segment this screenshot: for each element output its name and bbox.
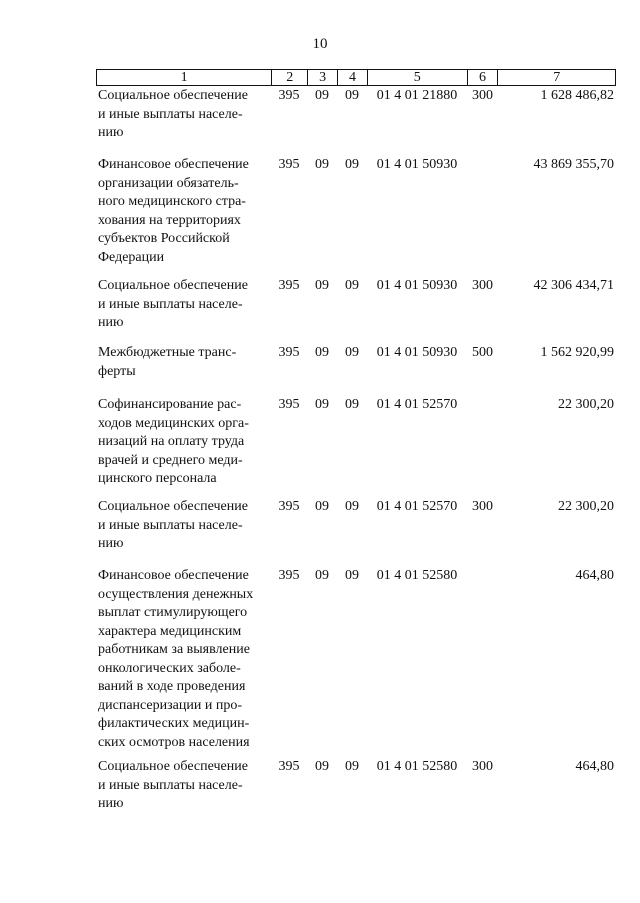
table-row <box>96 396 616 489</box>
table-row <box>96 277 616 333</box>
row-code-subsection: 09 <box>345 278 359 293</box>
row-code-target: 01 4 01 50930 <box>376 157 458 172</box>
row-code-subsection: 09 <box>345 345 359 360</box>
row-code-subsection: 09 <box>345 499 359 514</box>
row-name: Социальное обеспечение и иные выплаты населе- нию <box>98 759 248 811</box>
row-code-section: 09 <box>315 278 329 293</box>
row-code-expense-type <box>467 156 498 267</box>
header-cell-7: 7 <box>497 70 615 85</box>
row-code-section: 09 <box>315 88 329 103</box>
row-name: Софинансирование рас- ходов медицинских орга- низаций на оплату труда врачей и среднего меди- цинского персонала <box>98 397 249 486</box>
row-code-expense-type: 500 <box>472 345 493 360</box>
row-code-subsection: 09 <box>345 759 359 774</box>
row-name: Социальное обеспечение и иные выплаты населе- нию <box>98 499 248 551</box>
row-name: Финансовое обеспечение осуществления денежных выплат стимулирующего характера медицинским работникам за выявление онкологических заболе- ваний в ходе проведения диспансеризации и про- филактических медицин- ских осмотров населения <box>98 568 254 750</box>
row-code-ministry: 395 <box>278 397 300 412</box>
row-code-subsection: 09 <box>345 397 359 412</box>
row-code-section: 09 <box>315 397 329 412</box>
row-code-target: 01 4 01 52570 <box>376 397 458 412</box>
row-code-target: 01 4 01 50930 <box>376 278 458 293</box>
row-code-subsection: 09 <box>345 568 359 583</box>
row-name: Социальное обеспечение и иные выплаты населе- нию <box>98 88 248 140</box>
budget-table <box>96 69 616 811</box>
row-code-ministry: 395 <box>278 499 300 514</box>
row-name: Финансовое обеспечение организации обязатель- ного медицинского стра- хования на территориях субъектов Российской Федерации <box>98 157 249 265</box>
row-amount: 1 628 486,82 <box>540 88 614 103</box>
header-cell-1: 1 <box>180 70 188 85</box>
row-code-ministry: 395 <box>278 759 300 774</box>
row-code-ministry: 395 <box>278 157 300 172</box>
row-name: Межбюджетные транс- ферты <box>98 345 237 379</box>
header-cell-2: 2 <box>271 70 307 85</box>
row-amount: 464,80 <box>575 568 614 583</box>
row-code-ministry: 395 <box>278 278 300 293</box>
row-amount: 43 869 355,70 <box>533 157 614 172</box>
row-code-ministry: 395 <box>278 568 300 583</box>
header-cell-3: 3 <box>307 70 337 85</box>
row-code-target: 01 4 01 21880 <box>376 88 458 103</box>
row-name: Социальное обеспечение и иные выплаты населе- нию <box>98 278 248 330</box>
row-amount: 1 562 920,99 <box>540 345 614 360</box>
row-amount: 22 300,20 <box>558 499 614 514</box>
table-row <box>96 498 616 554</box>
table-header <box>96 69 616 86</box>
row-code-ministry: 395 <box>278 345 300 360</box>
row-amount: 22 300,20 <box>558 397 614 412</box>
table-row <box>96 87 616 143</box>
row-code-target: 01 4 01 52570 <box>376 499 458 514</box>
row-code-section: 09 <box>315 157 329 172</box>
row-code-expense-type: 300 <box>472 759 493 774</box>
row-code-section: 09 <box>315 759 329 774</box>
table-row <box>96 758 616 814</box>
row-code-expense-type: 300 <box>472 278 493 293</box>
row-code-section: 09 <box>315 568 329 583</box>
row-code-subsection: 09 <box>345 88 359 103</box>
table-row <box>96 567 616 752</box>
row-code-target: 01 4 01 52580 <box>376 568 458 583</box>
table-row <box>96 344 616 381</box>
page-number: 10 <box>312 36 328 52</box>
row-amount: 42 306 434,71 <box>533 278 614 293</box>
header-cell-5: 5 <box>367 70 467 85</box>
row-code-target: 01 4 01 52580 <box>376 759 458 774</box>
row-code-subsection: 09 <box>345 157 359 172</box>
header-cell-6: 6 <box>467 70 498 85</box>
row-code-ministry: 395 <box>278 88 300 103</box>
row-code-expense-type <box>467 396 498 489</box>
row-code-section: 09 <box>315 345 329 360</box>
row-code-expense-type: 300 <box>472 88 493 103</box>
table-row <box>96 156 616 267</box>
row-code-expense-type: 300 <box>472 499 493 514</box>
row-amount: 464,80 <box>575 759 614 774</box>
row-code-expense-type <box>467 567 498 752</box>
row-code-target: 01 4 01 50930 <box>376 345 458 360</box>
header-cell-4: 4 <box>337 70 367 85</box>
row-code-section: 09 <box>315 499 329 514</box>
